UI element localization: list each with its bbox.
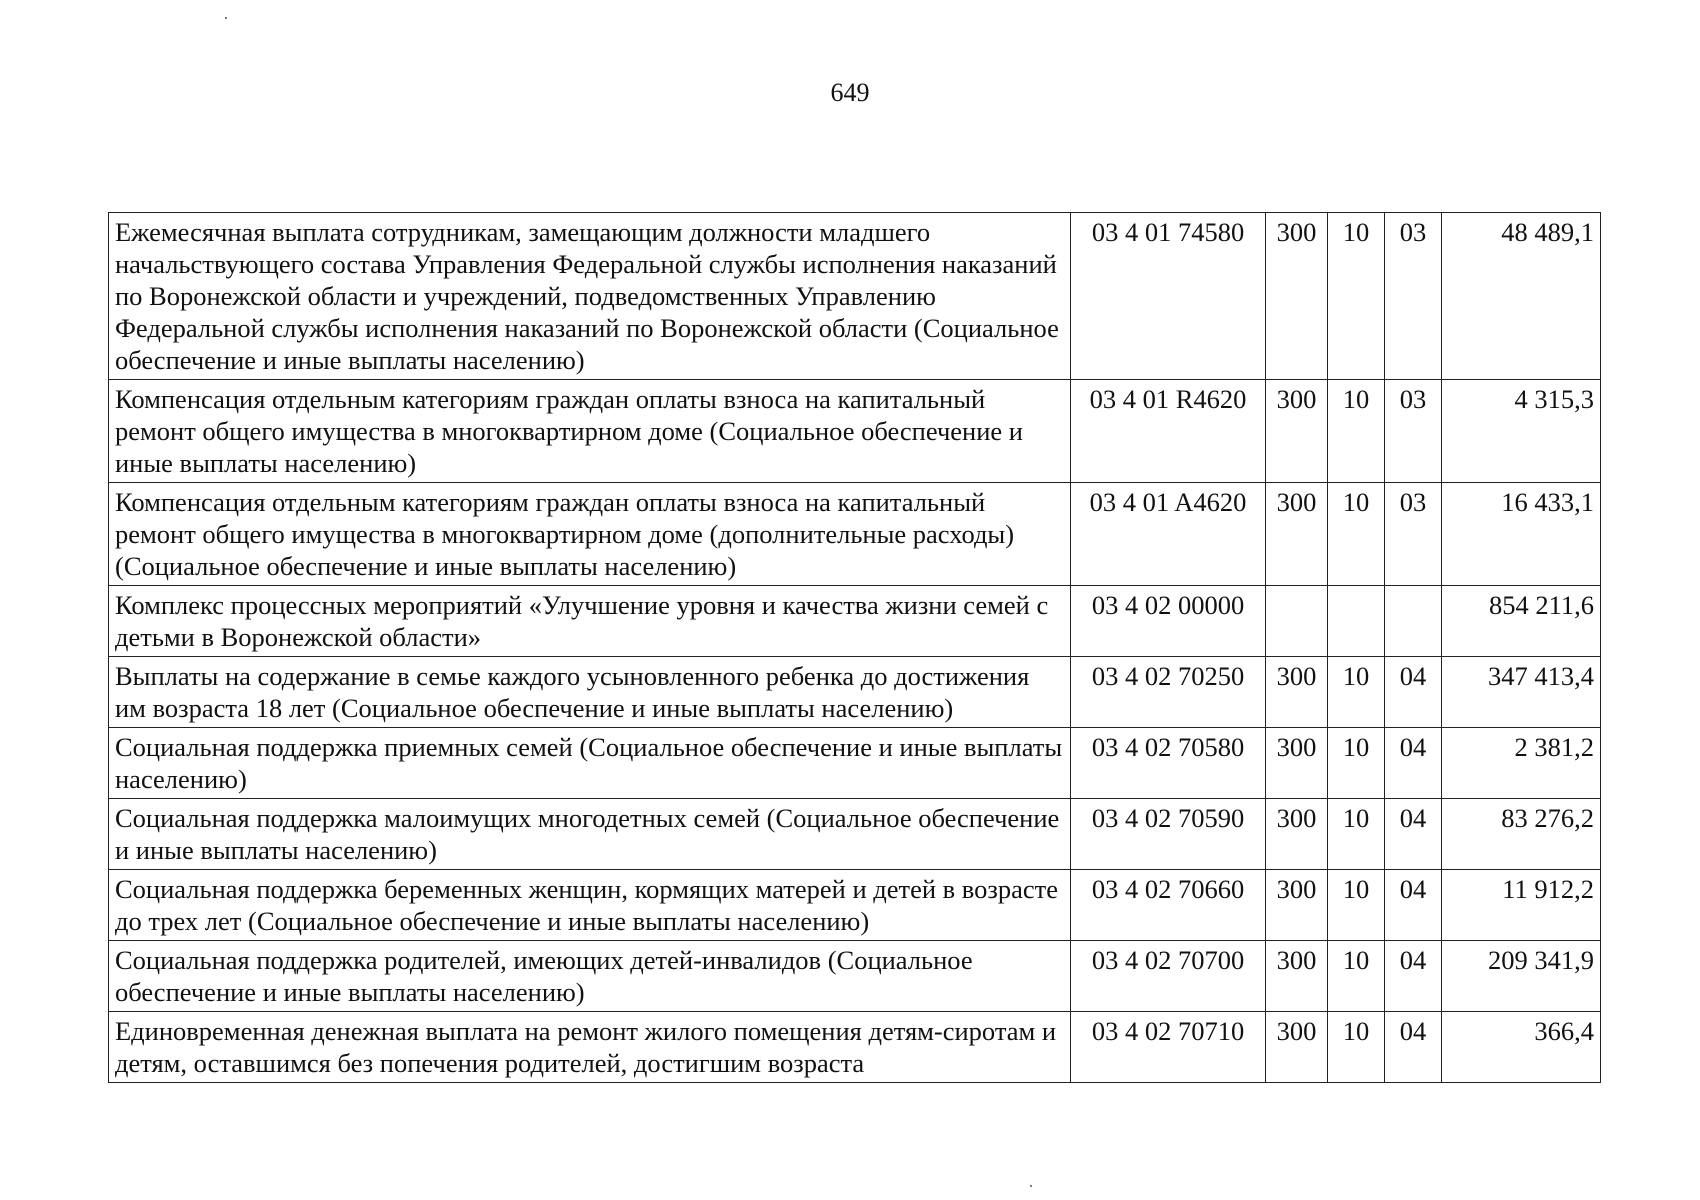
expense-name-cell: Компенсация отдельным категориям граждан оплаты взноса на капитальный ремонт общего имущества в многоквартирном доме (дополнительные расходы) (Социальное обеспечение и иные выплаты населению) [109, 483, 1071, 586]
budget-table [108, 212, 1601, 1083]
amount-cell: 2 381,2 [1442, 728, 1601, 799]
amount-cell: 48 489,1 [1442, 213, 1601, 380]
expense-type-cell: 300 [1266, 1012, 1328, 1083]
subsection-cell: 04 [1385, 657, 1442, 728]
amount-cell: 4 315,3 [1442, 380, 1601, 483]
section-cell: 10 [1328, 728, 1385, 799]
amount-cell: 16 433,1 [1442, 483, 1601, 586]
target-code-cell: 03 4 02 70590 [1071, 799, 1266, 870]
expense-type-cell: 300 [1266, 657, 1328, 728]
page-number: 649 [830, 78, 870, 107]
target-code-cell: 03 4 02 00000 [1071, 586, 1266, 657]
subsection-cell: 03 [1385, 483, 1442, 586]
expense-type-cell: 300 [1266, 799, 1328, 870]
section-cell [1328, 586, 1385, 657]
expense-name-cell: Единовременная денежная выплата на ремонт жилого помещения детям-сиротам и детям, оставшимся без попечения родителей, достигшим возраста [109, 1012, 1071, 1083]
subsection-cell: 03 [1385, 380, 1442, 483]
expense-name-cell: Комплекс процессных мероприятий «Улучшение уровня и качества жизни семей с детьми в Воронежской области» [109, 586, 1071, 657]
subsection-cell: 04 [1385, 870, 1442, 941]
expense-type-cell: 300 [1266, 213, 1328, 380]
expense-type-cell: 300 [1266, 941, 1328, 1012]
expense-name-cell: Социальная поддержка родителей, имеющих детей-инвалидов (Социальное обеспечение и иные выплаты населению) [109, 941, 1071, 1012]
subsection-cell: 04 [1385, 799, 1442, 870]
table-row [109, 586, 1601, 657]
table-row [109, 870, 1601, 941]
subsection-cell [1385, 586, 1442, 657]
section-cell: 10 [1328, 380, 1385, 483]
expense-type-cell: 300 [1266, 870, 1328, 941]
target-code-cell: 03 4 01 A4620 [1071, 483, 1266, 586]
expense-name-cell: Ежемесячная выплата сотрудникам, замещающим должности младшего начальствующего состава Управления Федеральной службы исполнения наказаний по Воронежской области и учреждений, подведомственных Управлению Федеральной службы исполнения наказаний по Воронежской области (Социальное обеспечение и иные выплаты населению) [109, 213, 1071, 380]
expense-name-cell: Социальная поддержка беременных женщин, кормящих матерей и детей в возрасте до трех лет (Социальное обеспечение и иные выплаты населению) [109, 870, 1071, 941]
scan-speck [225, 17, 227, 19]
amount-cell: 347 413,4 [1442, 657, 1601, 728]
subsection-cell: 03 [1385, 213, 1442, 380]
section-cell: 10 [1328, 799, 1385, 870]
section-cell: 10 [1328, 213, 1385, 380]
target-code-cell: 03 4 02 70250 [1071, 657, 1266, 728]
target-code-cell: 03 4 01 R4620 [1071, 380, 1266, 483]
expense-name-cell: Социальная поддержка малоимущих многодетных семей (Социальное обеспечение и иные выплаты населению) [109, 799, 1071, 870]
section-cell: 10 [1328, 483, 1385, 586]
target-code-cell: 03 4 02 70580 [1071, 728, 1266, 799]
amount-cell: 854 211,6 [1442, 586, 1601, 657]
expense-name-cell: Социальная поддержка приемных семей (Социальное обеспечение и иные выплаты населению) [109, 728, 1071, 799]
table-row [109, 941, 1601, 1012]
section-cell: 10 [1328, 870, 1385, 941]
expense-type-cell: 300 [1266, 728, 1328, 799]
amount-cell: 11 912,2 [1442, 870, 1601, 941]
section-cell: 10 [1328, 1012, 1385, 1083]
subsection-cell: 04 [1385, 941, 1442, 1012]
subsection-cell: 04 [1385, 1012, 1442, 1083]
amount-cell: 366,4 [1442, 1012, 1601, 1083]
table-row [109, 657, 1601, 728]
table-row [109, 799, 1601, 870]
table-row [109, 1012, 1601, 1083]
target-code-cell: 03 4 01 74580 [1071, 213, 1266, 380]
expense-type-cell: 300 [1266, 483, 1328, 586]
amount-cell: 209 341,9 [1442, 941, 1601, 1012]
expense-type-cell [1266, 586, 1328, 657]
section-cell: 10 [1328, 941, 1385, 1012]
target-code-cell: 03 4 02 70700 [1071, 941, 1266, 1012]
table-row [109, 728, 1601, 799]
expense-name-cell: Компенсация отдельным категориям граждан оплаты взноса на капитальный ремонт общего имущества в многоквартирном доме (Социальное обеспечение и иные выплаты населению) [109, 380, 1071, 483]
expense-name-cell: Выплаты на содержание в семье каждого усыновленного ребенка до достижения им возраста 18 лет (Социальное обеспечение и иные выплаты населению) [109, 657, 1071, 728]
target-code-cell: 03 4 02 70660 [1071, 870, 1266, 941]
section-cell: 10 [1328, 657, 1385, 728]
table-row [109, 380, 1601, 483]
table-row [109, 213, 1601, 380]
amount-cell: 83 276,2 [1442, 799, 1601, 870]
target-code-cell: 03 4 02 70710 [1071, 1012, 1266, 1083]
scan-speck [1030, 1185, 1032, 1187]
expense-type-cell: 300 [1266, 380, 1328, 483]
subsection-cell: 04 [1385, 728, 1442, 799]
table-row [109, 483, 1601, 586]
